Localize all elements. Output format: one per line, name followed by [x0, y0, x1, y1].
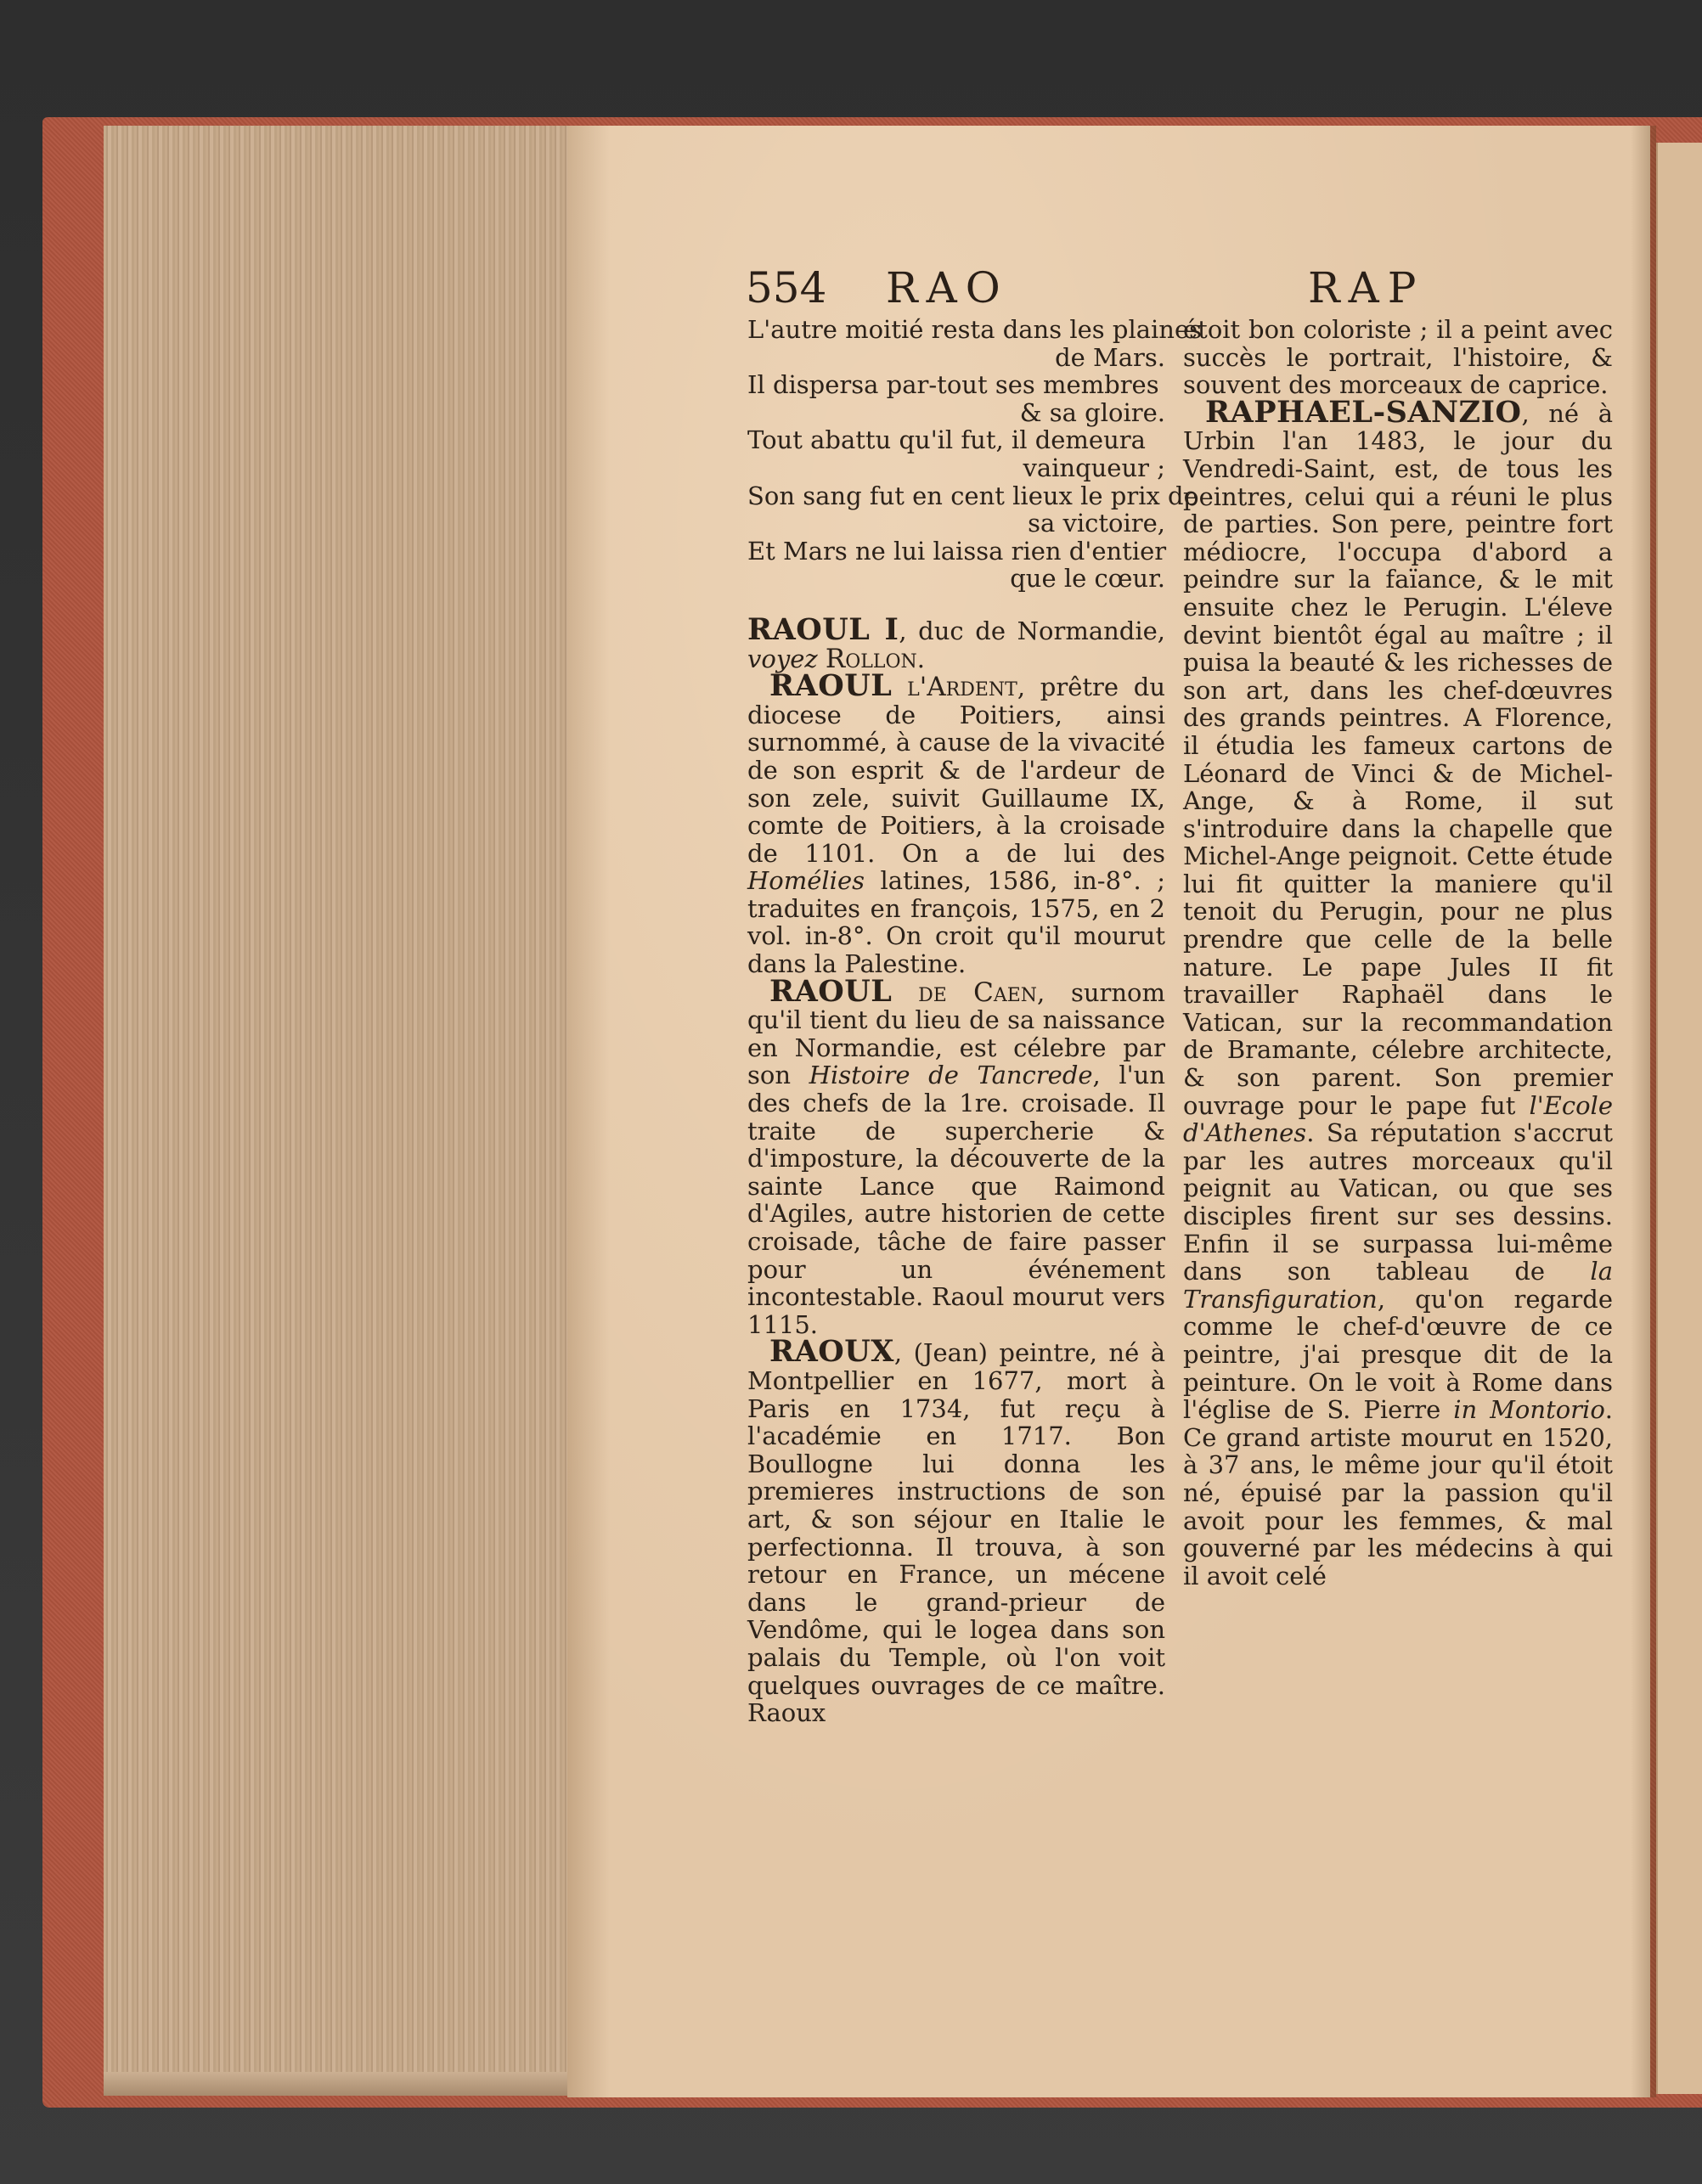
- entry-headword: RAOUL: [769, 668, 893, 704]
- entry-crossref: Rollon: [825, 643, 917, 674]
- left-column: [747, 315, 1202, 1728]
- running-head-left: RAO: [886, 263, 1009, 312]
- entry-text: , duc de Normandie,: [899, 616, 1165, 645]
- entry-text: , (Jean) peintre, né à Montpellier en 1677, mort à Paris en 1734, fut reçu à l'académie en 1717. Bon Boullogne lui donna les premieres instructions de son art, & son séjour en Italie le perfectionna. Il trouva, à son retour en France, un mécene dans le grand-prieur de Vendôme, qui le logea dans son palais du Temple, où l'on voit quelques ouvrages de ce maître. Raoux: [747, 1338, 1165, 1728]
- running-head-right: RAP: [1308, 263, 1425, 312]
- entry-raphael-sanzio: [1183, 394, 1614, 1590]
- entry-raoux: [747, 1334, 1165, 1728]
- entry-work-title: Homélies: [747, 866, 865, 896]
- entry-headword: RAOUL: [769, 973, 893, 1009]
- entry-text: , l'un des chefs de la 1re. croisade. Il traite de supercherie & d'imposture, la découverte de la sainte Lance que Raimond d'Agiles, autre historien de cette croisade, tâche de faire passer pour un événement incontestable. Raoul mourut vers 1115.: [747, 1061, 1165, 1339]
- verse-line-continuation: vainqueur ;: [1023, 453, 1165, 482]
- entry-epithet: de Caen: [918, 977, 1038, 1008]
- entry-text: , qu'on regarde comme le chef-d'œuvre de ce peintre, j'ai presque dit de la peinture. On le voit à Rome dans l'église de S. Pierre: [1183, 1284, 1613, 1425]
- entry-work-title: Histoire de Tancrede: [809, 1061, 1093, 1090]
- verse-line: L'autre moitié resta dans les plaines: [747, 315, 1202, 344]
- entry-crossref-label: voyez: [747, 644, 818, 673]
- verse-line-continuation: de Mars.: [1055, 342, 1165, 372]
- entry-work-title: la Transfiguration: [1183, 1257, 1613, 1314]
- verse-line: Tout abattu qu'il fut, il demeura: [747, 425, 1146, 455]
- entry-place-name: in Montorio: [1453, 1395, 1605, 1425]
- verse-line: Son sang fut en cent lieux le prix de: [747, 481, 1198, 510]
- entry-text: , né à Urbin l'an 1483, le jour du Vendredi-Saint, est, de tous les peintres, celui qui a réuni le plus de parties. Son pere, peintre fort médiocre, l'occupa d'abord a peindre sur la faïance, & le mit ensuite chez le Perugin. L'éleve devint bientôt égal au maître ; il puisa la beauté & les richesses de son art, dans les chef-dœuvres des grands peintres. A Florence, il étudia les fameux cartons de Léonard de Vinci & de Michel-Ange, & à Rome, il sut s'introduire dans la chapelle que Michel-Ange peignoit. Cette étude lui fit quitter la maniere qu'il tenoit du Perugin, pour ne plus prendre que celle de la belle nature. Le pape Jules II fit travailler Raphaël dans le Vatican, sur la recommandation de Bramante, célebre architecte, & son parent. Son premier ouvrage pour le pape fut: [1183, 398, 1614, 1120]
- entry-text: latines, 1586, in-8°. ; traduites en françois, 1575, en 2 vol. in-8°. On croit qu'il mourut dans la Palestine.: [747, 866, 1165, 979]
- verse-line: Et Mars ne lui laissa rien d'entier: [747, 536, 1167, 566]
- verse-quotation: [747, 315, 1202, 594]
- entry-headword: RAOUX: [769, 1334, 894, 1370]
- right-column: [1183, 316, 1613, 1590]
- verse-line-continuation: & sa gloire.: [1019, 397, 1165, 427]
- verse-line: Il dispersa par-tout ses membres: [747, 370, 1159, 400]
- entry-text: . Ce grand artiste mourut en 1520, à 37 ans, le même jour qu'il étoit né, épuisé par la passion qu'il avoit pour les femmes, & mal gouverné par les médecins à qui il avoit celé: [1183, 1395, 1613, 1590]
- entry-text: . Sa réputation s'accrut par les autres morceaux qu'il peignit au Vatican, ou que ses disciples firent sur ses dessins. Enfin il se surpassa lui-même dans son tableau de: [1183, 1118, 1613, 1286]
- entry-text: , prêtre du diocese de Poitiers, ainsi surnommé, à cause de la vivacité de son esprit & de l'ardeur de son zele, suivit Guillaume IX, comte de Poitiers, à la croisade de 1101. On a de lui des: [747, 673, 1166, 868]
- entry-headword: RAPHAEL-SANZIO: [1205, 394, 1522, 430]
- facing-page-edge: [1656, 143, 1702, 2094]
- entry-raoul-i: RAOUL I, duc de Normandie, voyez Rollon.: [747, 611, 1165, 674]
- entry-raoul-ardent: [747, 668, 1166, 979]
- verse-line-continuation: sa victoire,: [1028, 509, 1165, 538]
- page-gutter-shadow: [1631, 126, 1656, 2097]
- verse-line-continuation: que le cœur.: [1010, 564, 1165, 594]
- page-edges-bottom: [104, 2072, 569, 2096]
- page-edges: [104, 126, 571, 2096]
- entry-headword: RAOUL I: [747, 611, 899, 647]
- entry-text: , surnom qu'il tient du lieu de sa naissance en Normandie, est célebre par son: [747, 977, 1166, 1090]
- page-number: 554: [746, 263, 827, 312]
- entry-continuation: étoit bon coloriste ; il a peint avec succès le portrait, l'histoire, & souvent des morceaux de caprice.: [1183, 315, 1613, 400]
- entry-raoul-caen: [747, 973, 1166, 1339]
- entry-epithet: l'Ardent: [907, 672, 1017, 703]
- entry-work-title: l'Ecole d'Athenes: [1183, 1090, 1613, 1148]
